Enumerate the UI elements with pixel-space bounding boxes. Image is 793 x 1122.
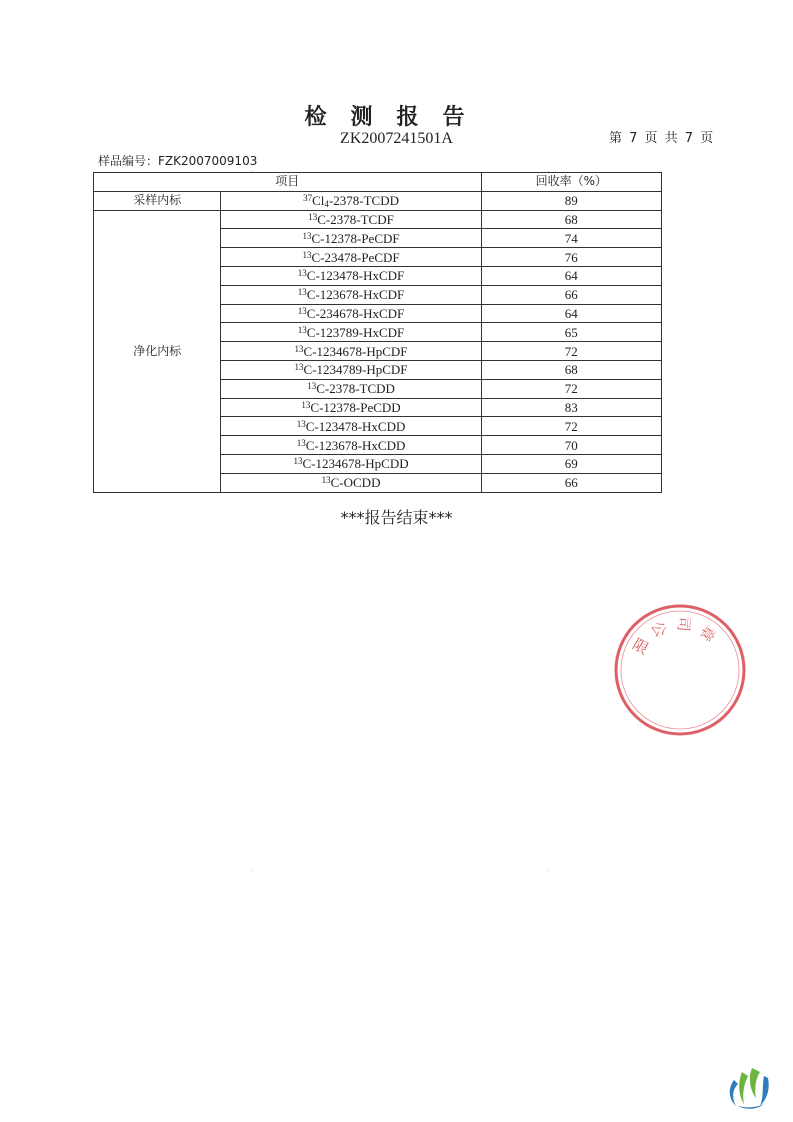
page-indicator: 第 7 页 共 7 页 [609,131,714,146]
compound-name [221,248,481,267]
compound-name [221,323,481,342]
table-row [94,191,662,210]
compound-label: C-1234789-HpCDF [303,362,408,378]
report-end-mark: ***报告结束*** [340,508,453,527]
seal-char: 公 [647,618,671,641]
recovery-value: 68 [481,210,661,229]
report-number: ZK2007241501A [340,130,453,147]
header-recovery: 回收率（%） [481,173,661,192]
recovery-value: 64 [481,304,661,323]
isotope-superscript: 13 [294,362,304,373]
recovery-value: 74 [481,229,661,248]
logo-leaf [730,1080,738,1106]
recovery-value: 76 [481,248,661,267]
isotope-superscript: 37 [303,193,313,204]
scan-dot [252,171,253,172]
recovery-value: 66 [481,473,661,492]
compound-name [221,191,481,210]
company-logo-icon [720,1062,776,1112]
group-label: 净化内标 [94,210,221,492]
compound-name [221,285,481,304]
isotope-superscript: 13 [301,399,311,410]
recovery-table [93,172,662,493]
isotope-superscript: 13 [296,437,306,448]
seal-char: 限 [629,635,652,659]
compound-name [221,436,481,455]
compound-subscript: 4 [324,199,329,210]
recovery-value: 64 [481,266,661,285]
compound-name [221,417,481,436]
table-row [94,210,662,229]
recovery-value: 70 [481,436,661,455]
compound-label: C-2378-TCDD [316,381,395,397]
recovery-value: 68 [481,360,661,379]
compound-label: C-123678-HxCDF [306,287,405,303]
scan-dot [548,171,549,172]
compound-name [221,398,481,417]
recovery-value: 83 [481,398,661,417]
compound-name [221,266,481,285]
compound-name [221,473,481,492]
isotope-superscript: 13 [294,343,304,354]
compound-label: C-2378-TCDF [317,211,394,227]
compound-label: Cl [312,193,325,209]
table-header-row [94,173,662,192]
table-body [94,191,662,492]
compound-label: C-123478-HxCDD [305,418,406,434]
compound-label: C-12378-PeCDF [311,230,400,246]
isotope-superscript: 13 [297,324,307,335]
report-title: 检测报告 [304,105,489,130]
isotope-superscript: 13 [302,249,312,260]
recovery-value: 65 [481,323,661,342]
seal-char: 司 [674,616,694,633]
compound-name [221,210,481,229]
compound-suffix: -2378-TCDD [328,193,399,209]
compound-label: C-123789-HxCDF [306,324,405,340]
isotope-superscript: 13 [293,456,303,467]
compound-name [221,342,481,361]
isotope-superscript: 13 [308,211,318,222]
compound-label: C-123478-HxCDF [306,268,405,284]
compound-label: C-23478-PeCDF [311,249,400,265]
logo-leaf [739,1072,748,1104]
seal-char: 章 [695,621,720,645]
isotope-superscript: 13 [302,230,312,241]
compound-name [221,454,481,473]
isotope-superscript: 13 [307,381,317,392]
compound-label: C-123678-HxCDD [305,437,406,453]
compound-label: C-1234678-HpCDF [303,343,408,359]
isotope-superscript: 13 [321,475,331,486]
recovery-value: 72 [481,379,661,398]
compound-name [221,379,481,398]
scan-dot [252,870,253,871]
isotope-superscript: 13 [297,305,307,316]
compound-label: C-234678-HxCDF [306,305,405,321]
company-seal-stamp [629,598,758,748]
compound-label: C-OCDD [330,475,381,491]
recovery-value: 72 [481,342,661,361]
isotope-superscript: 13 [297,268,307,279]
scan-dot [548,870,549,871]
recovery-value: 69 [481,454,661,473]
compound-label: C-1234678-HpCDD [302,456,409,472]
header-item: 项目 [94,173,482,192]
compound-name [221,360,481,379]
isotope-superscript: 13 [297,287,307,298]
isotope-superscript: 13 [296,418,306,429]
compound-label: C-12378-PeCDD [310,399,401,415]
compound-name [221,229,481,248]
sample-number: 样品编号：FZK2007009103 [98,154,258,168]
compound-name [221,304,481,323]
logo-leaf [760,1076,769,1106]
group-label: 采样内标 [94,191,221,210]
recovery-value: 72 [481,417,661,436]
recovery-value: 66 [481,285,661,304]
recovery-value: 89 [481,191,661,210]
logo-leaf [750,1068,760,1098]
logo-leaf [738,1104,764,1109]
